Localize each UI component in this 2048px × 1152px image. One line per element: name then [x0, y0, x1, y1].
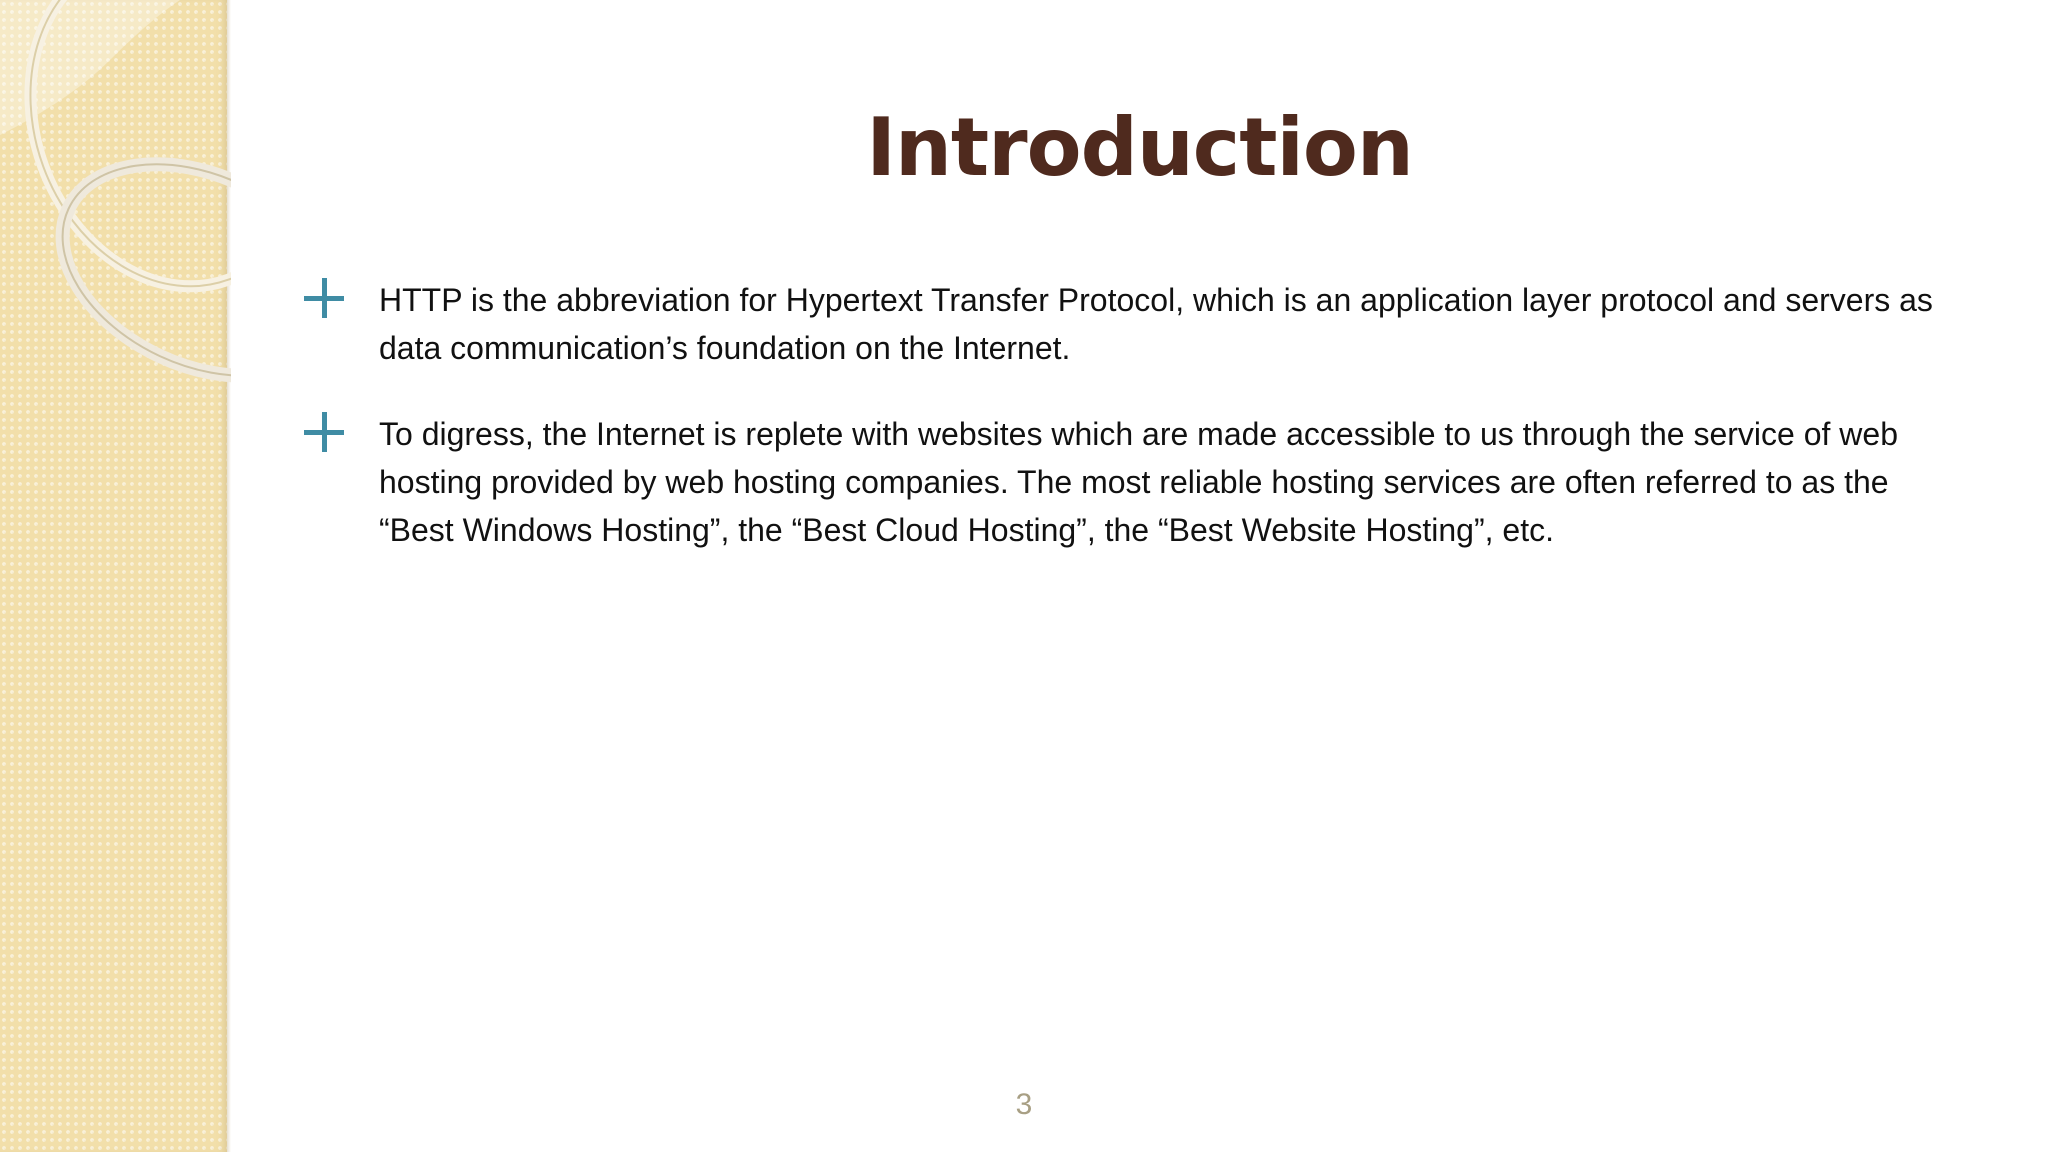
plus-icon [304, 412, 344, 452]
decorative-rings [0, 0, 231, 400]
bullet-list [300, 276, 1940, 592]
page-number: 3 [1015, 1088, 1033, 1121]
bullet-item [300, 410, 1940, 554]
slide-title: Introduction [866, 101, 1413, 194]
plus-icon [304, 278, 344, 318]
bullet-text: To digress, the Internet is replete with websites which are made accessible to us through the service of web hosting provided by web hosting companies. The most reliable hosting services are often referred to as the “Best Windows Hosting”, the “Best Cloud Hosting”, the “Best Website Hosting”, etc. [379, 416, 1898, 548]
bullet-item [300, 276, 1940, 372]
bullet-text: HTTP is the abbreviation for Hypertext Transfer Protocol, which is an application layer protocol and servers as data communication’s foundation on the Internet. [379, 282, 1933, 366]
